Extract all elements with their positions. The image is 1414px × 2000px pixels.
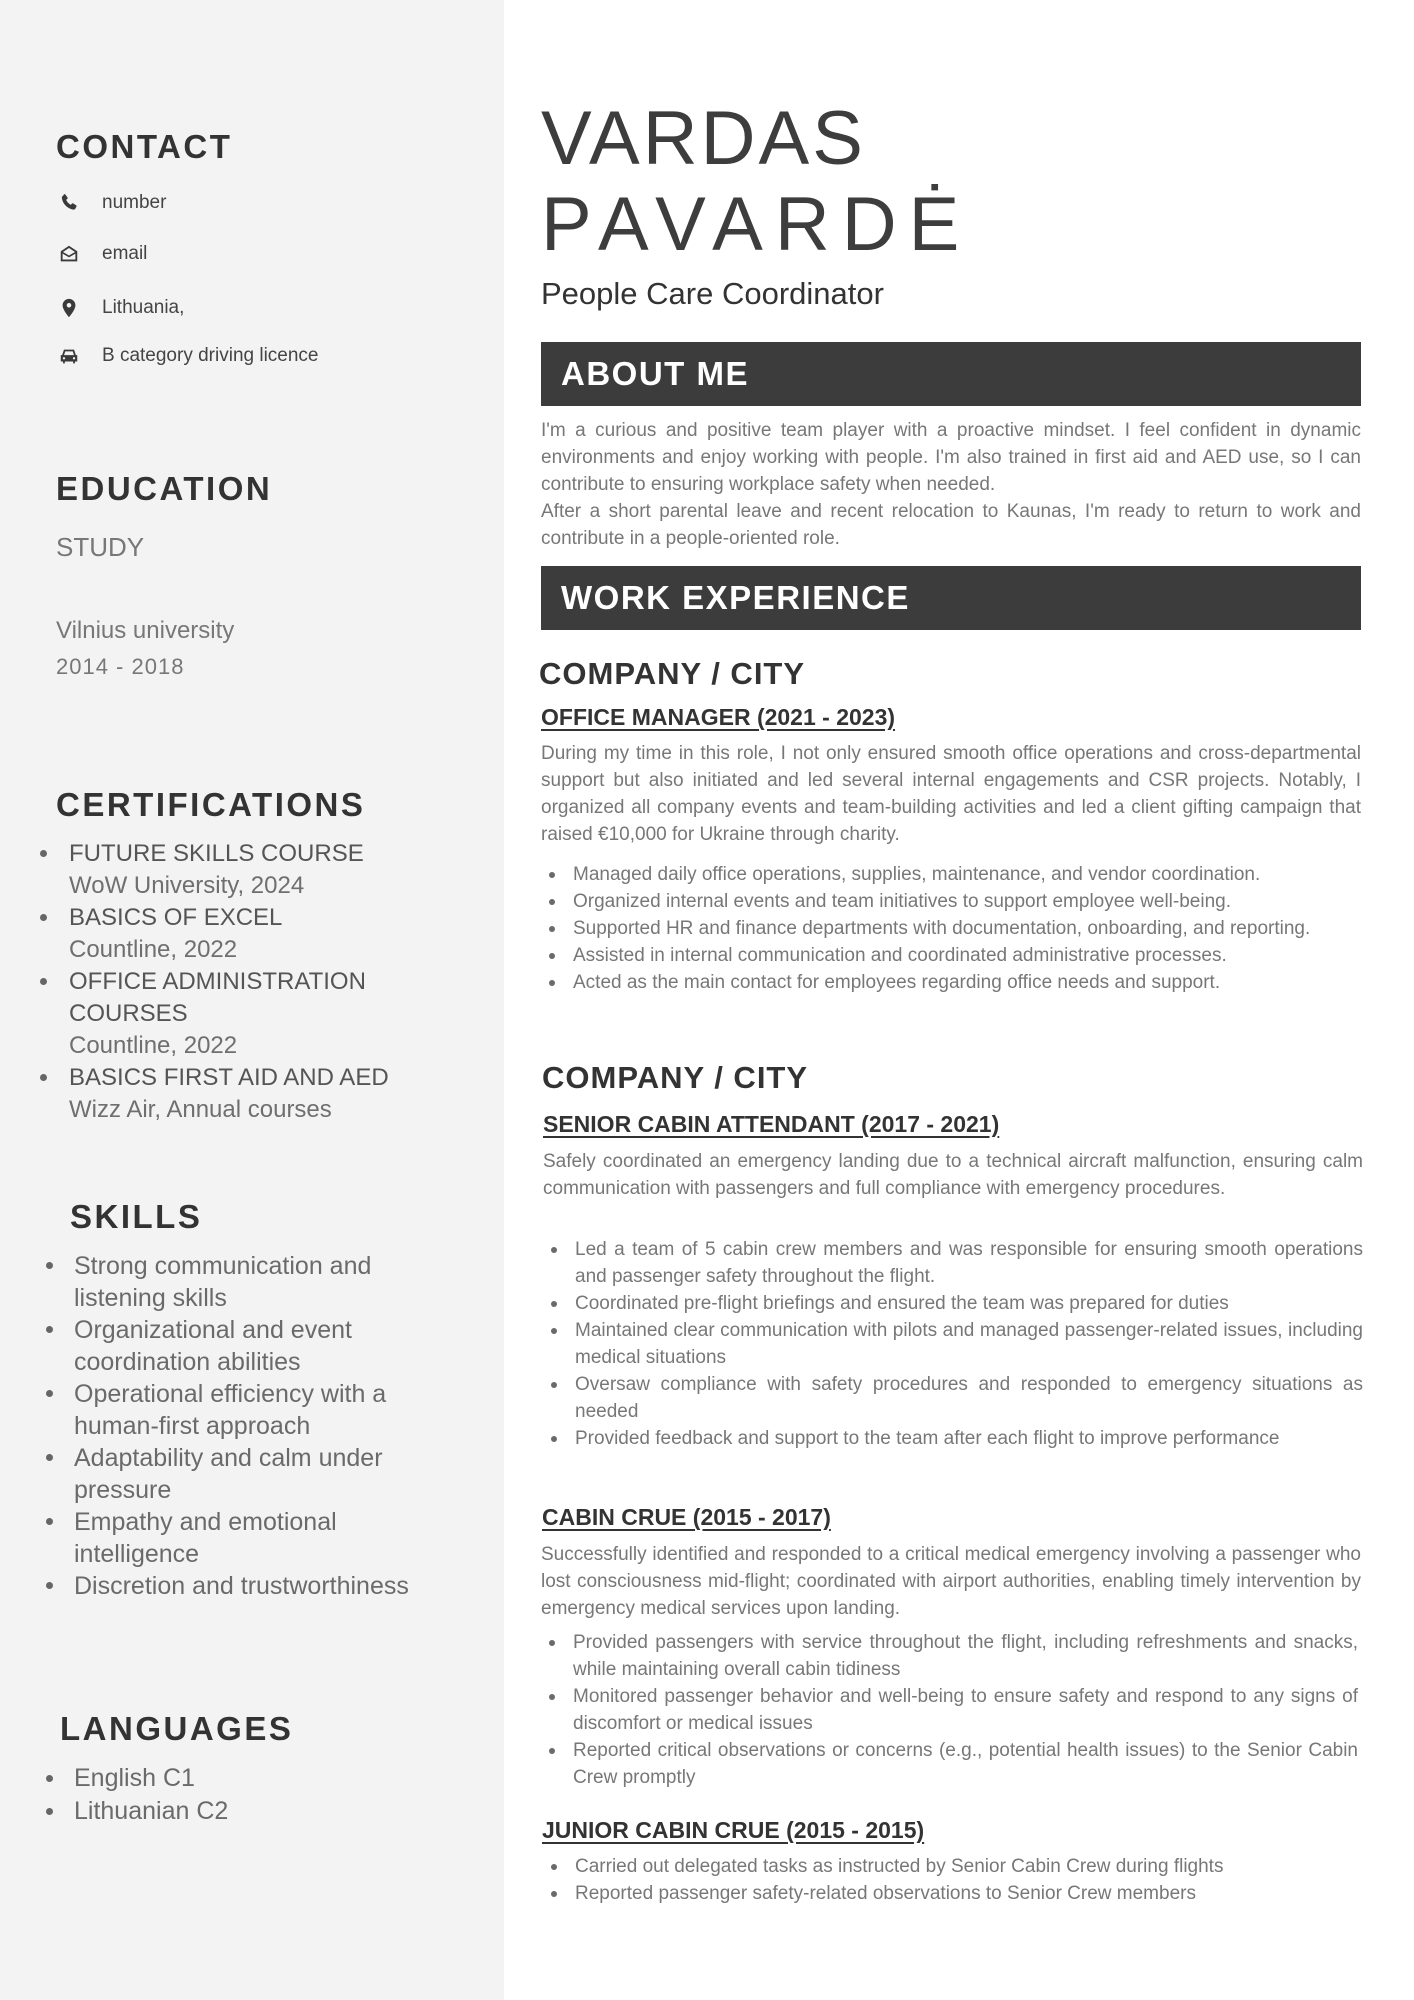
skills-list bbox=[44, 1250, 464, 1602]
list-item: Strong communication and listening skills bbox=[44, 1250, 464, 1314]
phone-icon bbox=[56, 190, 82, 216]
list-item: English C1 bbox=[44, 1762, 464, 1795]
last-name: PAVARDĖ bbox=[541, 182, 972, 267]
list-item bbox=[40, 966, 480, 1062]
first-name: VARDAS bbox=[541, 96, 866, 181]
list-item: Carried out delegated tasks as instructed by Senior Cabin Crew during flights bbox=[543, 1853, 1361, 1880]
job-bullets bbox=[543, 1853, 1361, 1907]
job-title: CABIN CRUE (2015 - 2017) bbox=[542, 1504, 831, 1530]
list-item: Discretion and trustworthiness bbox=[44, 1570, 464, 1602]
about-paragraph: I'm a curious and positive team player with a proactive mindset. I feel confident in dynamic environments and enjoy working with people. I'm also trained in first aid and AED use, so I can contribute to ensuring workplace safety when needed. bbox=[541, 420, 1361, 495]
list-item: Reported critical observations or concerns (e.g., potential health issues) to the Senior Cabin Crew promptly bbox=[541, 1737, 1358, 1791]
work-heading: WORK EXPERIENCE bbox=[541, 566, 1361, 630]
cert-title: OFFICE ADMINISTRATION COURSES bbox=[69, 968, 366, 1027]
company-name: COMPANY / CITY bbox=[542, 1060, 809, 1095]
job-role: People Care Coordinator bbox=[541, 276, 884, 311]
car-icon bbox=[56, 343, 82, 369]
location-pin-icon bbox=[56, 295, 82, 321]
education-school: Vilnius university bbox=[56, 617, 235, 644]
job-title: SENIOR CABIN ATTENDANT (2017 - 2021) bbox=[543, 1111, 1000, 1137]
job-title: JUNIOR CABIN CRUE (2015 - 2015) bbox=[542, 1817, 925, 1843]
company-name: COMPANY / CITY bbox=[539, 656, 806, 691]
list-item: Coordinated pre-flight briefings and ensured the team was prepared for duties bbox=[543, 1290, 1363, 1317]
list-item: Monitored passenger behavior and well-being to ensure safety and respond to any signs of discomfort or medical issues bbox=[541, 1683, 1358, 1737]
job-title: OFFICE MANAGER (2021 - 2023) bbox=[541, 704, 896, 730]
languages-list bbox=[44, 1762, 464, 1828]
list-item: Maintained clear communication with pilots and managed passenger-related issues, including medical situations bbox=[543, 1317, 1363, 1371]
skills-heading: SKILLS bbox=[70, 1198, 203, 1235]
cert-issuer: Countline, 2022 bbox=[69, 1032, 238, 1059]
list-item: Operational efficiency with a human-first approach bbox=[44, 1378, 464, 1442]
cert-title: BASICS FIRST AID AND AED bbox=[69, 1064, 389, 1091]
list-item: Empathy and emotional intelligence bbox=[44, 1506, 464, 1570]
job-bullets bbox=[543, 1236, 1363, 1452]
education-years: 2014 - 2018 bbox=[56, 654, 185, 679]
list-item: Supported HR and finance departments with documentation, onboarding, and reporting. bbox=[541, 915, 1361, 942]
job-bullets bbox=[541, 1629, 1358, 1791]
contact-email bbox=[56, 239, 147, 269]
list-item: Reported passenger safety-related observations to Senior Crew members bbox=[543, 1880, 1361, 1907]
cert-title: FUTURE SKILLS COURSE bbox=[69, 840, 364, 867]
contact-licence bbox=[56, 341, 319, 371]
list-item: Adaptability and calm under pressure bbox=[44, 1442, 464, 1506]
education-heading: EDUCATION bbox=[56, 470, 273, 507]
list-item: Lithuanian C2 bbox=[44, 1795, 464, 1828]
list-item bbox=[40, 838, 480, 902]
job-summary: Successfully identified and responded to a critical medical emergency involving a passenger who lost consciousness mid-flight; coordinated with airport authorities, enabling timely intervention by emergency medical services upon landing. bbox=[541, 1544, 1361, 1619]
list-item: Acted as the main contact for employees regarding office needs and support. bbox=[541, 969, 1361, 996]
list-item bbox=[40, 902, 480, 966]
cert-issuer: Countline, 2022 bbox=[69, 936, 238, 963]
list-item: Led a team of 5 cabin crew members and was responsible for ensuring smooth operations and passenger safety throughout the flight. bbox=[543, 1236, 1363, 1290]
list-item: Managed daily office operations, supplies, maintenance, and vendor coordination. bbox=[541, 861, 1361, 888]
list-item: Assisted in internal communication and coordinated administrative processes. bbox=[541, 942, 1361, 969]
languages-heading: LANGUAGES bbox=[60, 1710, 294, 1747]
job-summary: During my time in this role, I not only ensured smooth office operations and cross-departmental support but also initiated and led several internal engagements and CSR projects. Notably, I organized all company events and team-building activities and led a client gifting campaign that raised €10,000 for Ukraine through charity. bbox=[541, 743, 1361, 845]
contact-location-text: Lithuania, bbox=[102, 297, 185, 318]
list-item: Provided feedback and support to the team after each flight to improve performance bbox=[543, 1425, 1363, 1452]
list-item: Oversaw compliance with safety procedures and responded to emergency situations as needed bbox=[543, 1371, 1363, 1425]
sidebar bbox=[0, 0, 504, 2000]
contact-email-text: email bbox=[102, 243, 148, 264]
contact-location bbox=[56, 293, 184, 323]
cert-title: BASICS OF EXCEL bbox=[69, 904, 283, 931]
contact-heading: CONTACT bbox=[56, 128, 233, 165]
envelope-icon bbox=[56, 241, 82, 267]
list-item: Organized internal events and team initiatives to support employee well-being. bbox=[541, 888, 1361, 915]
list-item bbox=[40, 1062, 480, 1126]
job-bullets bbox=[541, 861, 1361, 996]
cert-issuer: WoW University, 2024 bbox=[69, 872, 305, 899]
list-item: Organizational and event coordination abilities bbox=[44, 1314, 464, 1378]
cert-issuer: Wizz Air, Annual courses bbox=[69, 1096, 332, 1123]
about-paragraph: After a short parental leave and recent relocation to Kaunas, I'm ready to return to work and contribute in a people-oriented role. bbox=[541, 501, 1361, 549]
contact-phone-text: number bbox=[102, 192, 167, 213]
contact-licence-text: B category driving licence bbox=[102, 345, 319, 366]
contact-phone bbox=[56, 188, 166, 218]
education-study: STUDY bbox=[56, 532, 145, 562]
about-heading: ABOUT ME bbox=[541, 342, 1361, 406]
certifications-list bbox=[40, 838, 480, 1126]
main-content bbox=[541, 0, 1361, 2000]
list-item: Provided passengers with service throughout the flight, including refreshments and snacks, while maintaining overall cabin tidiness bbox=[541, 1629, 1358, 1683]
certifications-heading: CERTIFICATIONS bbox=[56, 786, 366, 823]
job-summary: Safely coordinated an emergency landing due to a technical aircraft malfunction, ensuring calm communication with passengers and full compliance with emergency procedures. bbox=[543, 1151, 1363, 1199]
